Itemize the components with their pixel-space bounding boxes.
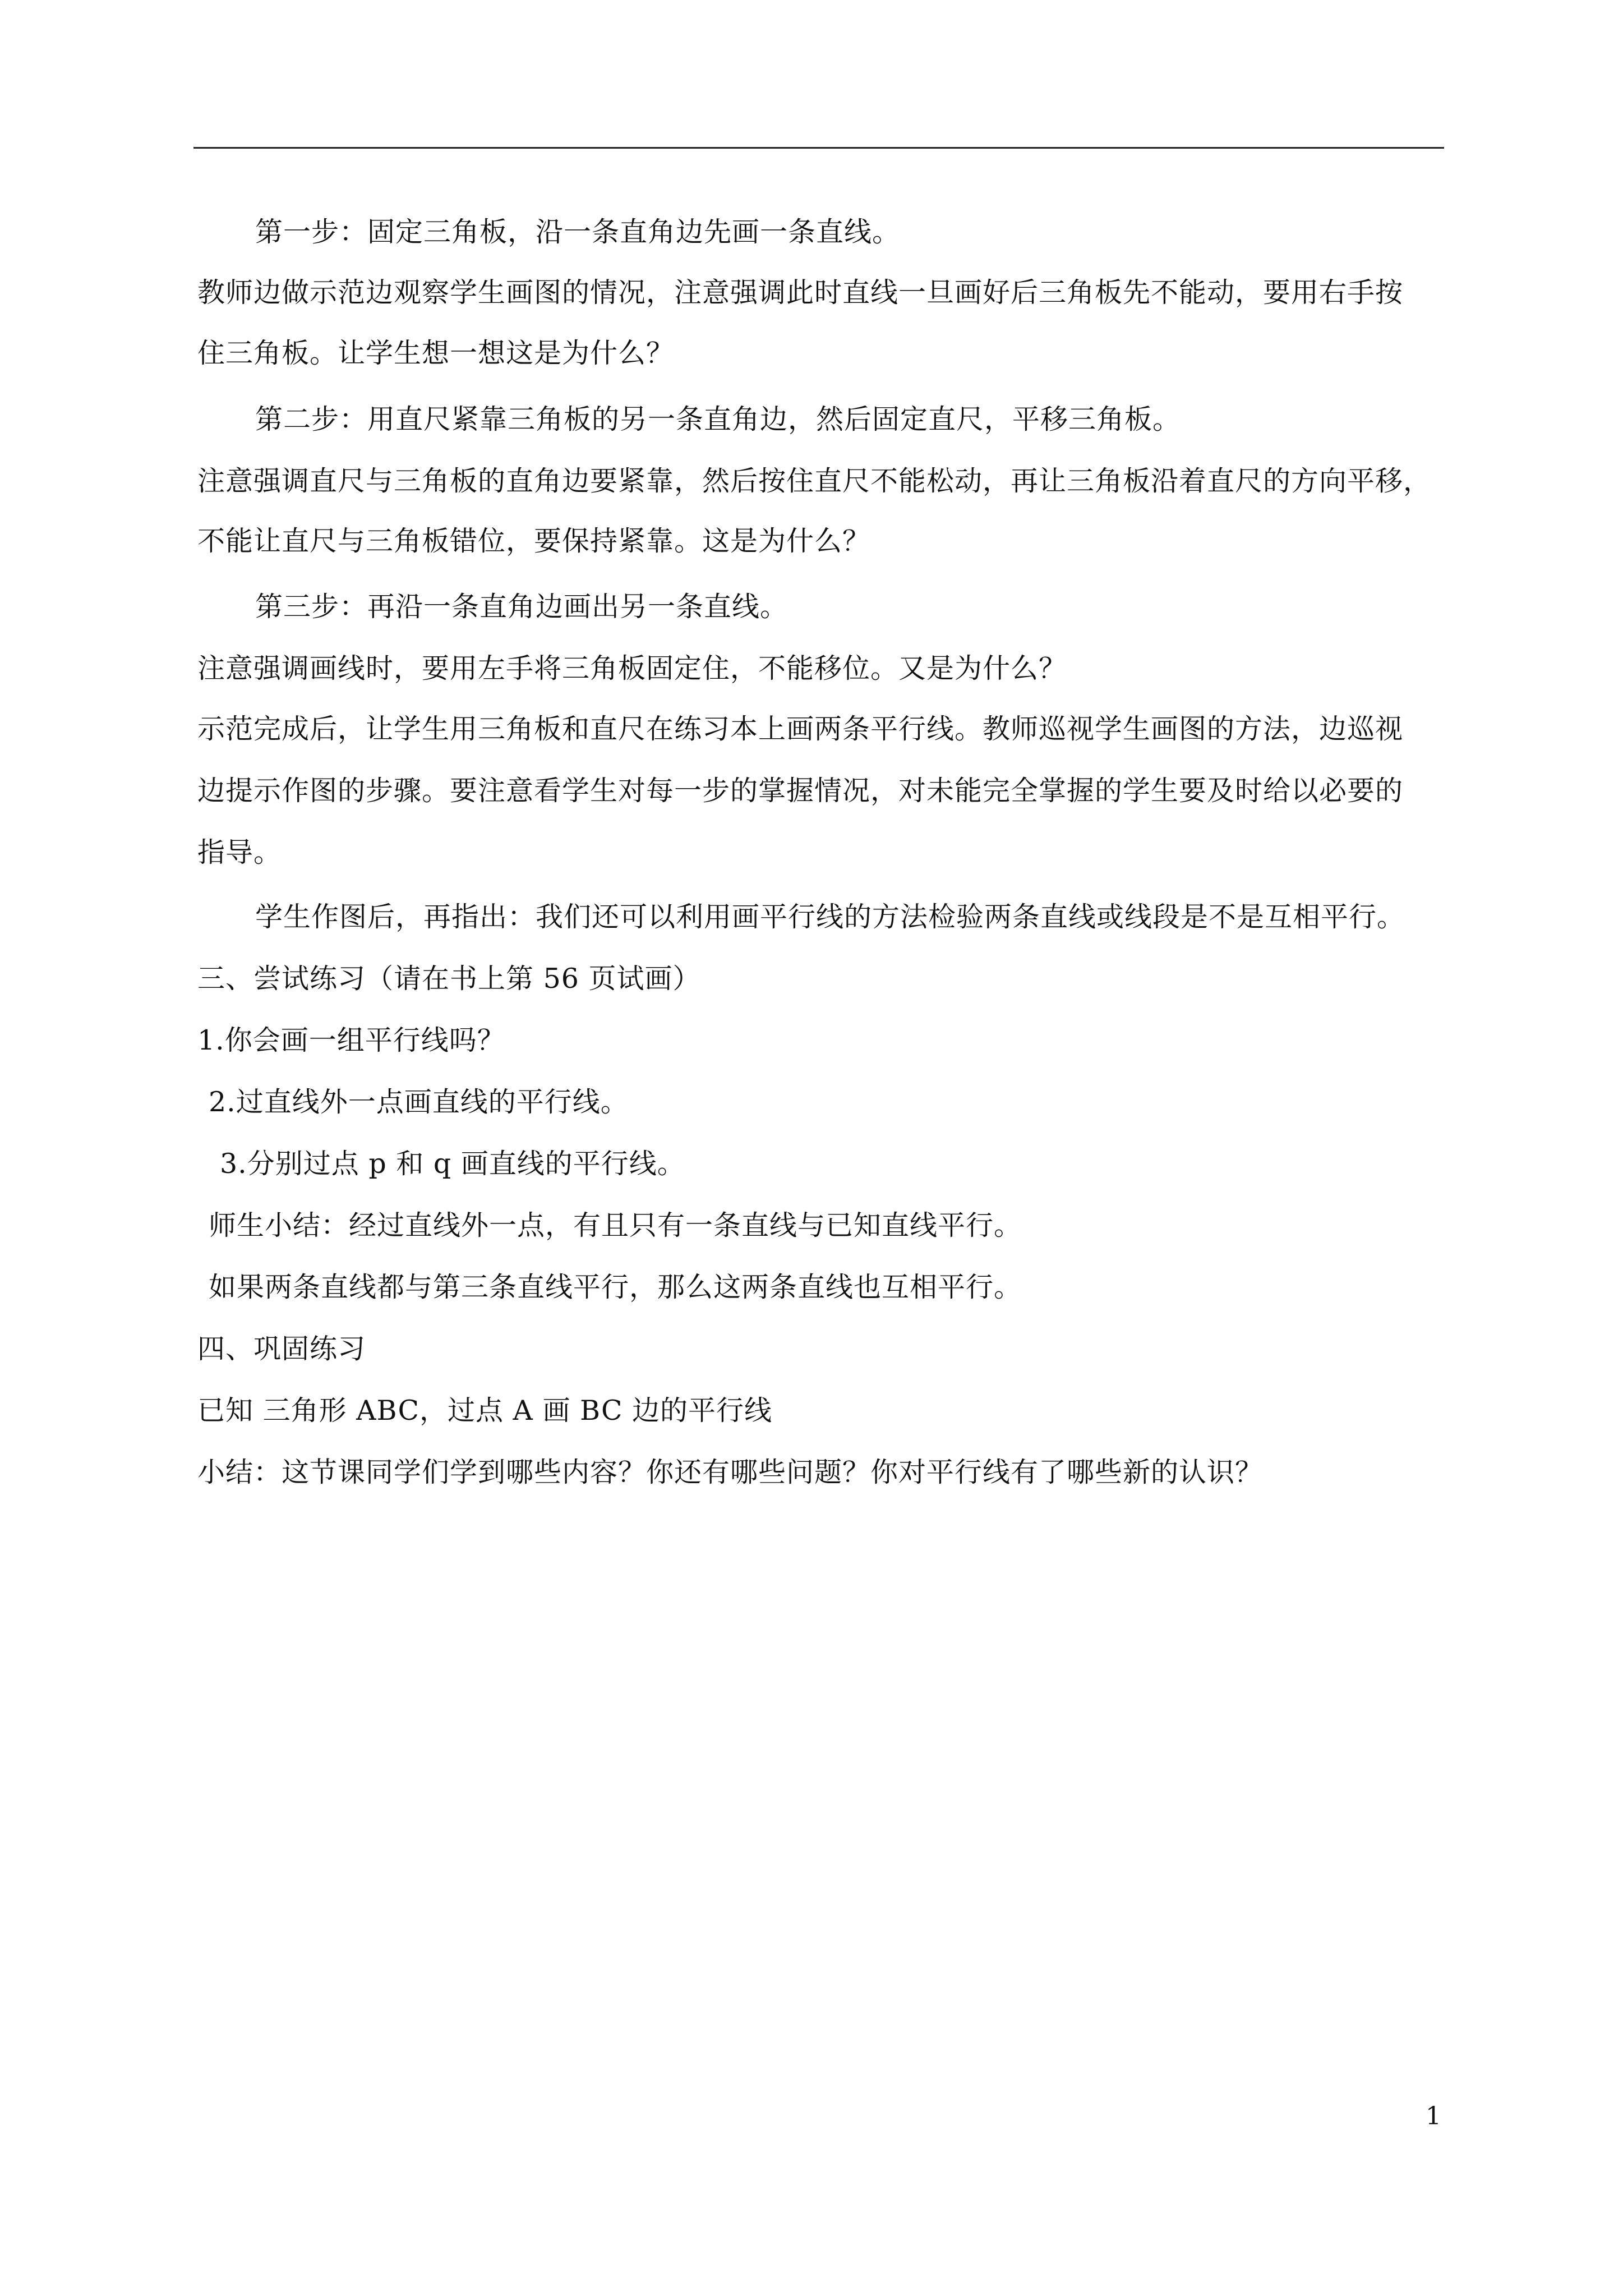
paragraph-step-two: 第二步：用直尺紧靠三角板的另一条直角边，然后固定直尺，平移三角板。	[255, 403, 1181, 435]
lesson-summary: 小结：这节课同学们学到哪些内容？你还有哪些问题？你对平行线有了哪些新的认识？	[197, 1456, 1264, 1488]
paragraph-teacher-demo: 教师边做示范边观察学生画图的情况，注意强调此时直线一旦画好后三角板先不能动，要用右手按	[197, 277, 1404, 309]
page-number: 1	[1426, 2102, 1441, 2131]
paragraph-left-hand-note: 注意强调画线时，要用左手将三角板固定住，不能移位。又是为什么？	[197, 652, 1067, 684]
paragraph-practice-end: 指导。	[197, 836, 282, 868]
section-heading-try: 三、尝试练习（请在书上第 56 页试画）	[197, 963, 701, 995]
paragraph-ruler-note: 注意强调直尺与三角板的直角边要紧靠，然后按住直尺不能松动，再让三角板沿着直尺的方向平移，	[197, 465, 1432, 497]
exercise-item-3: 3.分别过点 p 和 q 画直线的平行线。	[220, 1148, 685, 1180]
summary-teacher-student: 师生小结：经过直线外一点，有且只有一条直线与已知直线平行。	[209, 1209, 1022, 1241]
paragraph-practice-cont: 边提示作图的步骤。要注意看学生对每一步的掌握情况，对未能完全掌握的学生要及时给以必要的	[197, 775, 1404, 807]
exercise-item-2: 2.过直线外一点画直线的平行线。	[209, 1086, 629, 1118]
paragraph-step-three: 第三步：再沿一条直角边画出另一条直线。	[255, 591, 789, 623]
exercise-item-1: 1.你会画一组平行线吗？	[197, 1024, 505, 1056]
paragraph-teacher-demo-cont: 住三角板。让学生想一想这是为什么？	[197, 337, 675, 369]
paragraph-practice: 示范完成后，让学生用三角板和直尺在练习本上画两条平行线。教师巡视学生画图的方法，边巡视	[197, 713, 1404, 745]
section-heading-consolidate: 四、巩固练习	[197, 1333, 366, 1365]
paragraph-step-one: 第一步：固定三角板，沿一条直角边先画一条直线。	[255, 216, 901, 248]
paragraph-ruler-note-cont: 不能让直尺与三角板错位，要保持紧靠。这是为什么？	[197, 525, 871, 557]
consolidate-exercise: 已知 三角形 ABC，过点 A 画 BC 边的平行线	[197, 1395, 773, 1427]
summary-transitivity: 如果两条直线都与第三条直线平行，那么这两条直线也互相平行。	[209, 1271, 1022, 1303]
header-rule	[193, 147, 1444, 149]
paragraph-check-parallel: 学生作图后，再指出：我们还可以利用画平行线的方法检验两条直线或线段是不是互相平行。	[255, 901, 1405, 933]
